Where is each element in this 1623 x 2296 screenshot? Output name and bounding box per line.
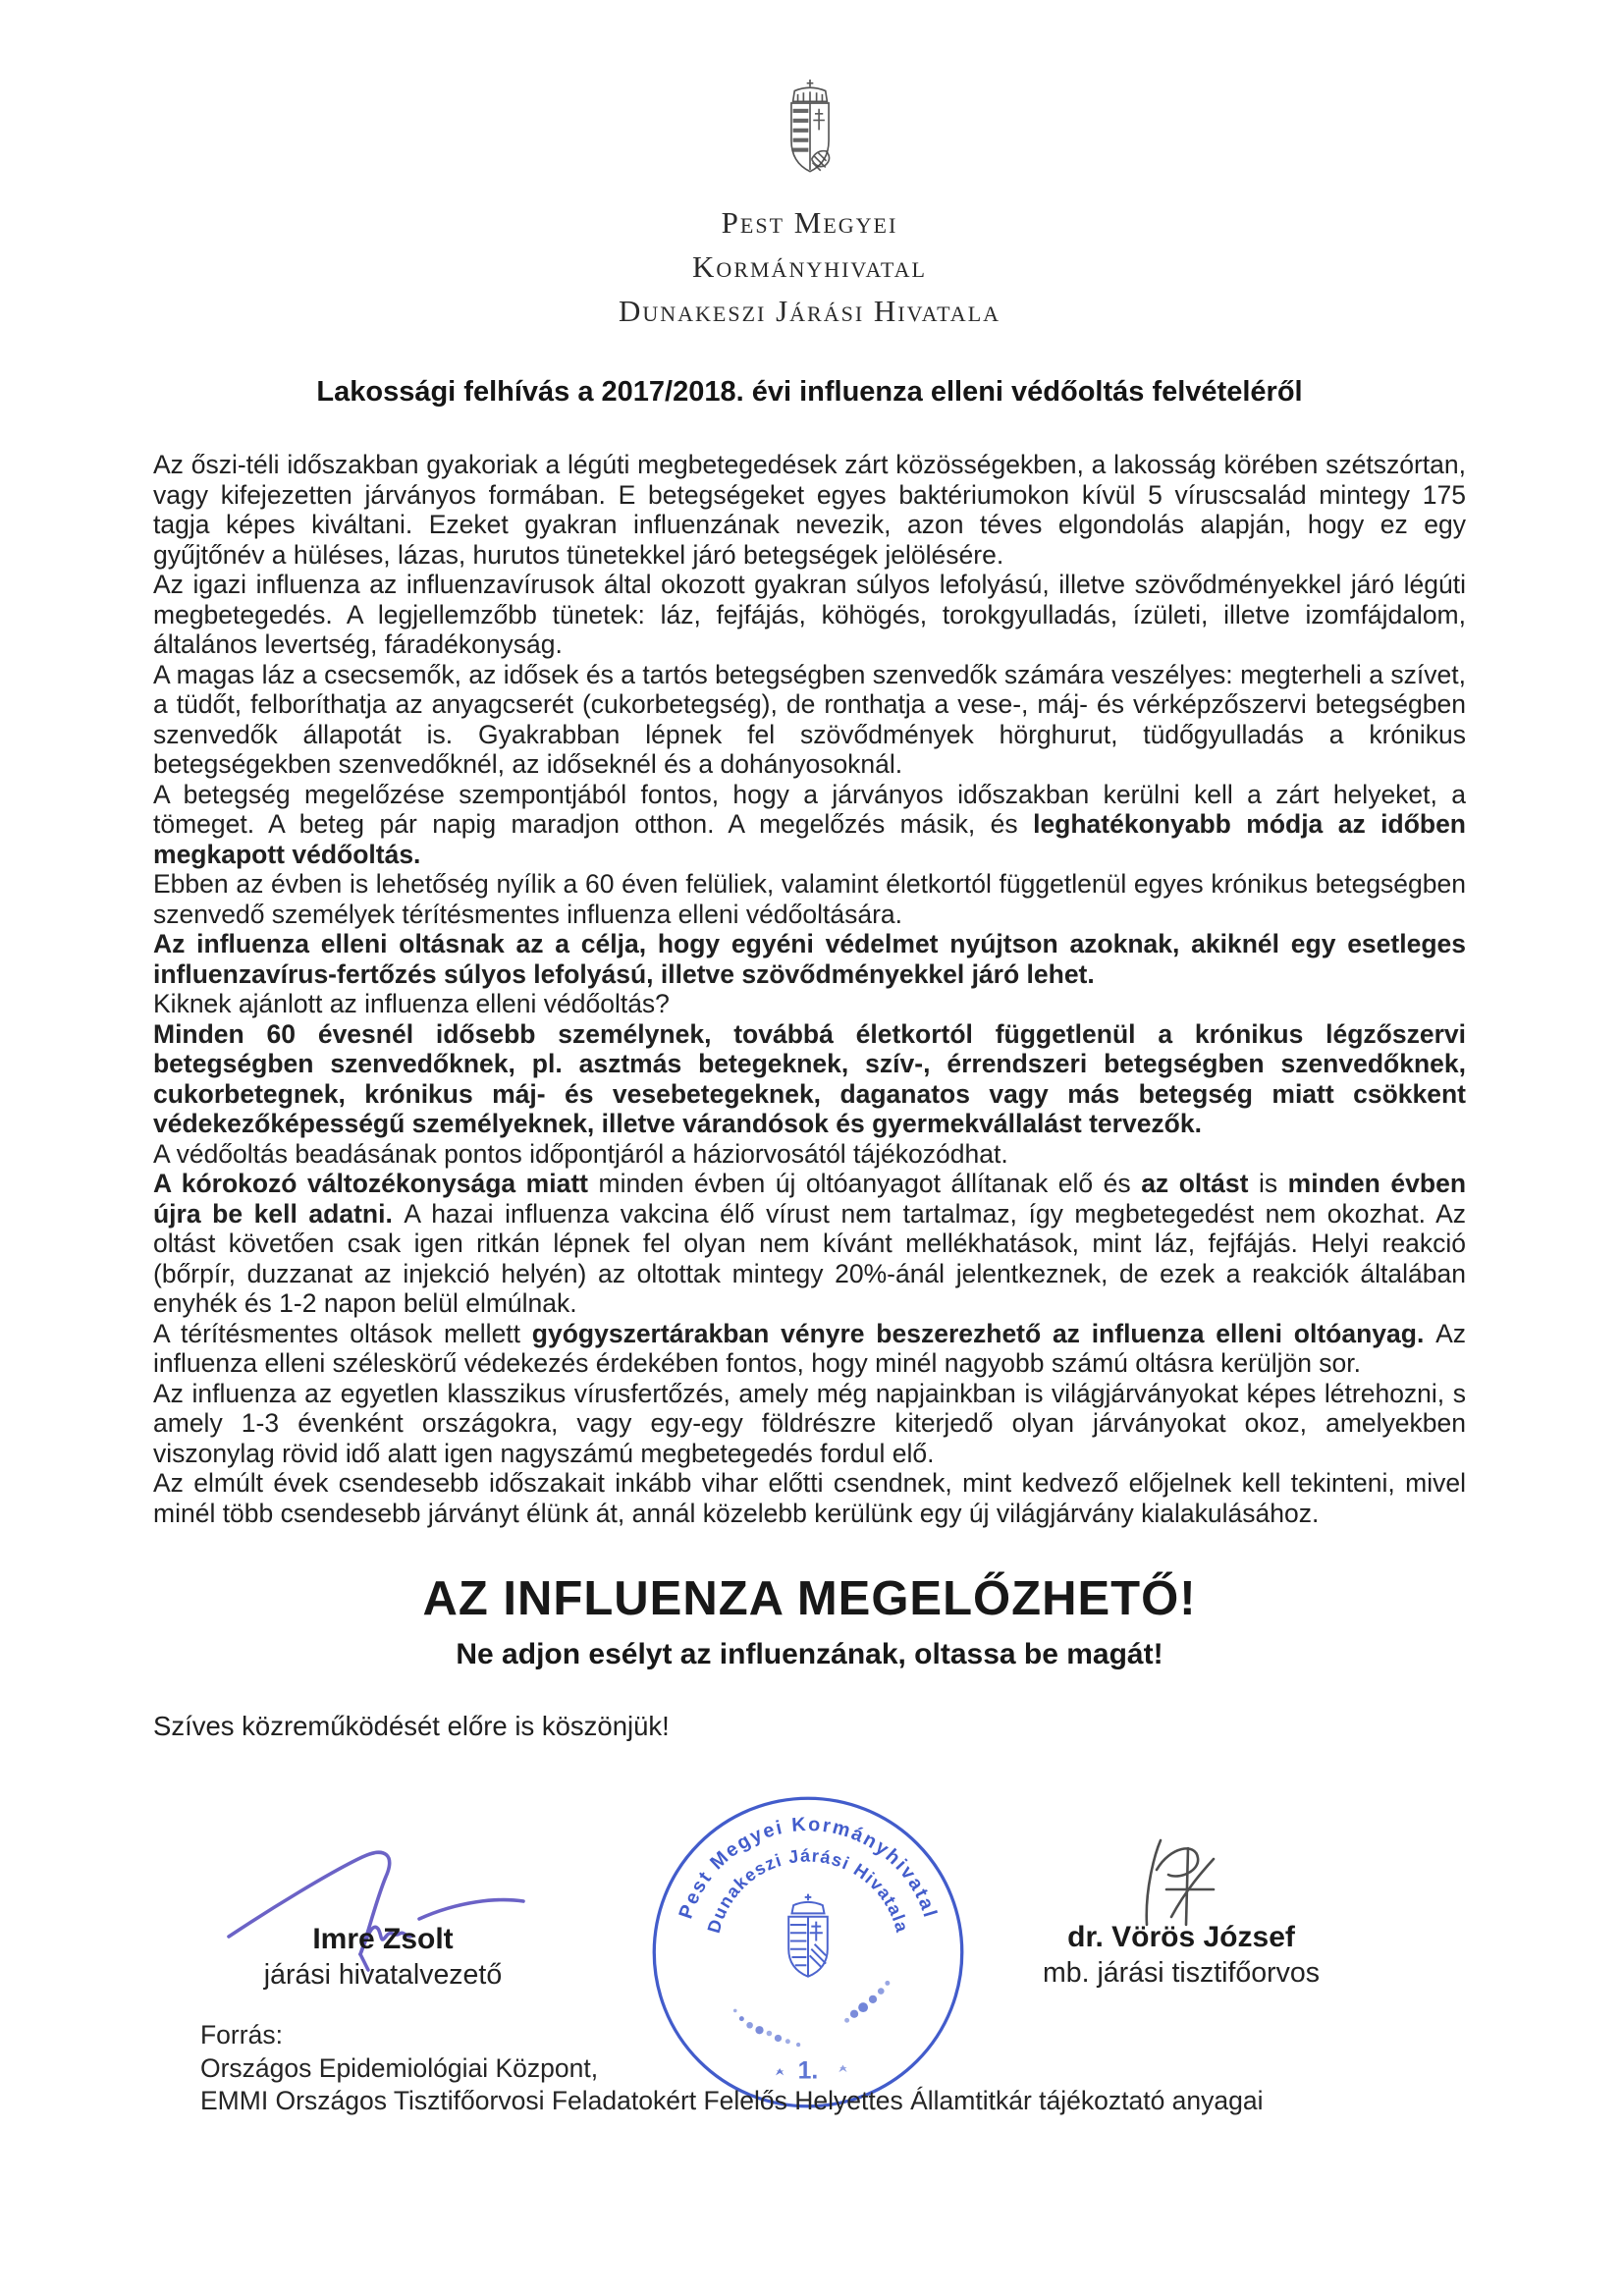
sub-heading: Ne adjon esélyt az influenzának, oltassa be magát! (456, 1638, 1163, 1670)
paragraph-run: A védőoltás beadásának pontos időpontjáról a háziorvosától tájékozódhat. (153, 1138, 1008, 1169)
header-line-district: Dunakeszi Járási Hivatala (618, 294, 1001, 328)
paragraph-run-bold: Az influenza elleni oltásnak az a célja, hogy egyéni védelmet nyújtson azoknak, akiknél egy esetleges influenzavírus-fertőzés súlyos lefolyású, illetve szövődményekkel járó lehet. (153, 929, 1466, 989)
source-block (200, 2019, 1264, 2118)
paragraph-run: Az elmúlt évek csendesebb időszakait inkább vihar előtti csendnek, mint kedvező előjelnek kell tekinteni, mivel minél több csendesebb járványt élünk át, annál közelebb kerülünk egy új világjárvány kialakulásához. (153, 1468, 1466, 1528)
paragraph-run: A térítésmentes oltások mellett (153, 1318, 532, 1348)
paragraph-run: Az influenza elleni széleskörű védekezés érdekében fontos, hogy minél nagyobb számú oltásra kerüljön sor. (153, 1318, 1466, 1378)
coat-of-arms-icon (782, 73, 839, 191)
paragraph-run: Az őszi-téli időszakban gyakoriak a légúti megbetegedések zárt közösségekben, a lakosság körében szétszórtan, vagy kifejezetten járványos formában. E betegségeket egyes baktériumokon kívül 5 víruscsalád mintegy 175 tagja képes kiváltani. Ezeket gyakran influenzának nevezik, azon téves elgondolás alapján, hogy ez egy gyűjtőnév a hüléses, lázas, hurutos tünetekkel járó betegségek jelölésére. (153, 450, 1466, 570)
paragraph-run-bold: Minden 60 évesnél idősebb személynek, továbbá életkortól függetlenül a krónikus légzőszervi betegségben szenvedőknek, pl. asztmás betegeknek, szív-, érrendszeri betegségben szenvedőknek, cukorbetegnek, krónikus máj- és vesebetegeknek, daganatos vagy más betegség miatt csökkent védekezőképességű személyeknek, illetve várandósok és gyermekvállalást tervezők. (153, 1018, 1466, 1138)
paragraph-run: Ebben az évben is lehetőség nyílik a 60 éven felüliek, valamint életkortól függetlenül egyes krónikus betegségben szenvedő személyek térítésmentes influenza elleni védőoltására. (153, 869, 1466, 929)
paragraph-run: A magas láz a csecsemők, az idősek és a tartós betegségben szenvedők számára veszélyes: megterheli a szívet, a tüdőt, felboríthatja az anyagcserét (cukorbetegség), de ronthatja a vese-, máj- és vérképzőszervi betegségben szenvedők állapotát is. Gyakrabban lépnek fel szövődmények hörghurut, tüdőgyulladás a krónikus betegségekben szenvedőknél, az időseknél és a dohányosoknál. (153, 659, 1466, 779)
paragraph (153, 869, 1466, 929)
signer-title-right: mb. járási tisztifőorvos (1043, 1957, 1320, 1989)
paragraph-run: A hazai influenza vakcina élő vírust nem tartalmaz, így megbetegedést nem okozhat. Az oltást követően csak igen ritkán lépnek fel olyan nem kívánt mellékhatások, mint láz, fejfájás. Helyi reakció (bőrpír, duzzanat az injekció helyén) az oltottak mintegy 20%-ánál jelentkeznek, de ezek a reakciók általában enyhék és 1-2 napon belül elmúlnak. (153, 1198, 1466, 1318)
paragraph (153, 1139, 1466, 1170)
paragraph (153, 660, 1466, 780)
header-line-office: Kormányhivatal (692, 249, 927, 284)
paragraph (153, 1379, 1466, 1469)
source-label: Forrás: (200, 2020, 283, 2050)
stamp-bottom-mark: 1. (797, 2057, 819, 2085)
paragraph (153, 450, 1466, 570)
paragraph (153, 1319, 1466, 1379)
paragraph (153, 780, 1466, 870)
paragraph (153, 1468, 1466, 1528)
paragraph-run: Az influenza az egyetlen klasszikus vírusfertőzés, amely még napjainkban is világjárványokat képes létrehozni, s amely 1-3 évenként országokra, vagy egy-egy földrészre kiterjedő olyan járványokat okoz, amelyekben viszonylag rövid idő alatt igen nagyszámú megbetegedés fordul elő. (153, 1378, 1466, 1468)
big-heading: AZ INFLUENZA MEGELŐZHETŐ! (422, 1572, 1197, 1625)
paragraph-run-bold: gyógyszertárakban vényre beszerezhető az influenza elleni oltóanyag. (531, 1318, 1436, 1348)
paragraph-run: A betegség megelőzése szempontjából fontos, hogy a járványos időszakban kerülni kell a zárt helyeket, a tömeget. A beteg pár napig maradjon otthon. A megelőzés másik, és (153, 779, 1466, 839)
header-line-county: Pest Megyei (721, 205, 898, 240)
page-title: Lakossági felhívás a 2017/2018. évi influenza elleni védőoltás felvételéről (316, 376, 1303, 408)
stamp-inner-text: Dunakeszi Járási Hivatala (703, 1845, 913, 1936)
paragraph-run: is (1258, 1169, 1288, 1198)
source-line-1: Országos Epidemiológiai Központ, (200, 2052, 599, 2083)
paragraph-run-bold: A kórokozó változékonysága miatt (153, 1169, 599, 1198)
signer-name-right: dr. Vörös József (1067, 1921, 1295, 1953)
source-line-2: EMMI Országos Tisztifőorvosi Feladatokért Felelős Helyettes Államtitkár tájékoztató anyagai (200, 2086, 1264, 2115)
paragraph (153, 1169, 1466, 1319)
stamp-coat-of-arms (788, 1894, 828, 1977)
paragraph (153, 929, 1466, 989)
signer-name-left: Imre Zsolt (312, 1923, 454, 1955)
body-paragraphs (153, 450, 1466, 1528)
paragraph-run: Az igazi influenza az influenzavírusok által okozott gyakran súlyos lefolyású, illetve szövődményekkel járó légúti megbetegedés. A legjellemzőbb tünetek: láz, fejfájás, köhögés, torokgyulladás, ízületi, illetve izomfájdalom, általános levertség, fáradékonyság. (153, 570, 1466, 659)
signature-block-left (236, 1923, 530, 1992)
signer-title-left: járási hivatalvezető (263, 1959, 503, 1991)
paragraph (153, 570, 1466, 660)
paragraph (153, 1019, 1466, 1139)
paragraph-run: minden évben új oltóanyagot állítanak elő és (598, 1169, 1142, 1198)
signature-block-right (1014, 1921, 1348, 1990)
paragraph-run-bold: minden évben újra be kell adatni. (153, 1169, 1467, 1229)
government-office-header (153, 200, 1466, 333)
paragraph-run: Kiknek ajánlott az influenza elleni védőoltás? (153, 989, 670, 1018)
stamp-outer-text: Pest Megyei Kormányhivatal (675, 1813, 942, 1922)
paragraph-run-bold: az oltást (1141, 1169, 1259, 1198)
paragraph-run-bold: leghatékonyabb módja az időben megkapott védőoltás. (153, 809, 1466, 869)
paragraph (153, 989, 1466, 1019)
thanks-line: Szíves közreműködését előre is köszönjük! (153, 1711, 670, 1741)
